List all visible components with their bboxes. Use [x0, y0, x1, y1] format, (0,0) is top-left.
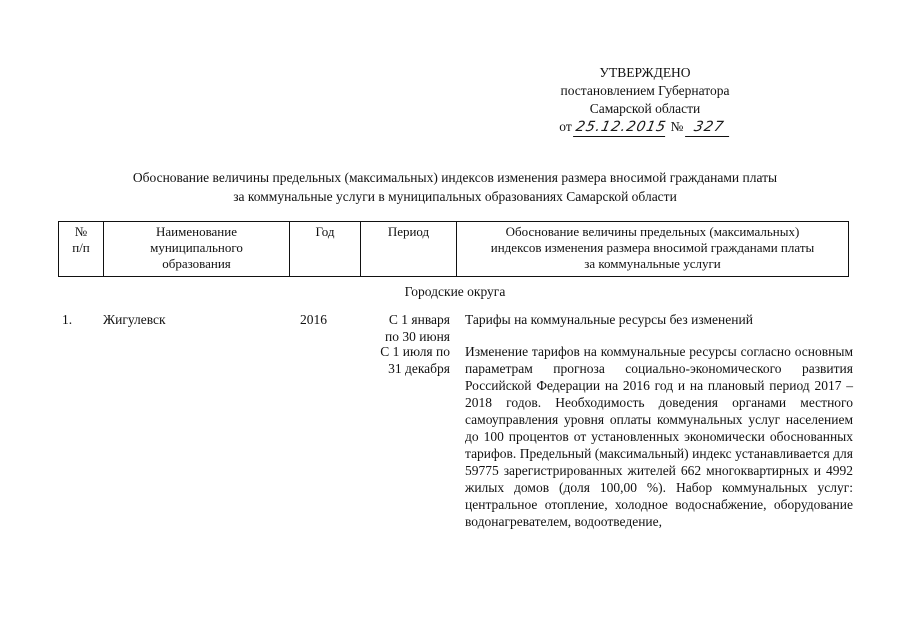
tariff-table-header — [58, 221, 849, 277]
approval-date: 25.12.2015 — [574, 119, 668, 135]
approval-number: 327 — [685, 118, 733, 137]
header-basis: Обоснование величины предельных (максимальных) индексов изменения размера вносимой гражданами платы за коммунальные услуги — [457, 222, 849, 277]
row-number: 1. — [62, 312, 73, 327]
approval-stamp — [520, 64, 770, 138]
header-number: № п/п — [59, 222, 104, 277]
table-header-row — [59, 222, 849, 277]
from-label: от — [559, 119, 572, 134]
basis-first-half: Тарифы на коммунальные ресурсы без изменений — [465, 312, 753, 327]
approved-label: УТВЕРЖДЕНО — [599, 65, 691, 80]
approval-line-2: Самарской области — [589, 101, 701, 116]
municipality-name: Жигулевск — [103, 312, 166, 327]
approval-date-row — [520, 118, 770, 138]
period-first-half: С 1 января по 30 июня — [385, 312, 450, 344]
title-line-1: Обоснование величины предельных (максимальных) индексов изменения размера вносимой гражданами платы — [132, 170, 778, 185]
basis-second-half: Изменение тарифов на коммунальные ресурсы согласно основным параметрам прогноза социально-экономического развития Российской Федерации на 2016 год и на плановый период 2017 – 2018 годов. Необходимость доведения органами местного самоуправления уровня оплаты коммунальных услуг населением до 100 процентов от установленных экономически обоснованных тарифов. Предельный (максимальный) индекс устанавливается для 59775 зарегистрированных жителей 662 многоквартирных и 4992 жилых домов (доля 100,00 %). Набор коммунальных услуг: центральное отопление, холодное водоснабжение, оборудование водонагревателем, водоотведение, — [465, 344, 853, 529]
document-title — [60, 168, 850, 206]
header-name: Наименование муниципального образования — [104, 222, 290, 277]
header-year: Год — [290, 222, 361, 277]
title-line-2: за коммунальные услуги в муниципальных образованиях Самарской области — [233, 189, 677, 204]
section-heading: Городские округа — [404, 284, 506, 299]
row-year: 2016 — [300, 312, 327, 327]
number-label: № — [670, 119, 684, 134]
approval-line-1: постановлением Губернатора — [560, 83, 730, 98]
period-second-half: С 1 июля по 31 декабря — [380, 344, 450, 376]
header-period: Период — [361, 222, 457, 277]
